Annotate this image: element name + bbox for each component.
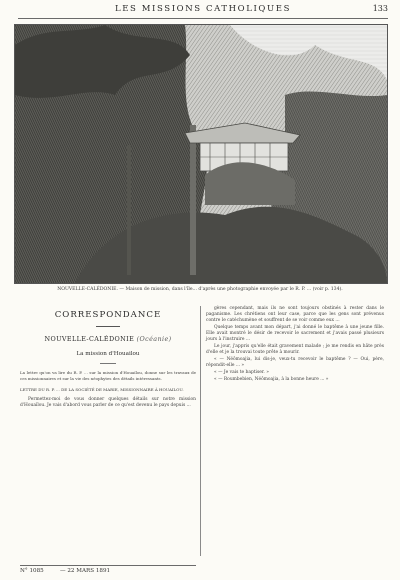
paragraph: gères cependant, mais ils ne sont toujours obstinés à rester dans le paganisme. Les chrétiens ont leur case, parce que les gens sont prévenus contre le catéchumène et souffrent de se voir comme eux ... (206, 306, 384, 323)
illustration-caption: NOUVELLE-CALÉDONIE. — Maison de mission, dans l'île... d'après une photographie envoyée par le R. P. ... (voir p. 134). (57, 287, 343, 292)
intro-paragraph: La lettre qu'on va lire du R. P. ... sur la mission d'Houaïlou, donne sur les travaux de ces missionnaires et sur la vie des néophytes des détails intéressants. (20, 370, 196, 381)
paragraph: Quelque temps avant mon départ, j'ai donné le baptême à une jeune fille. Elle avait montré le désir de recevoir le sacrement et j'avais passé plusieurs jours à l'instruire ... (206, 325, 384, 342)
divider (96, 326, 120, 327)
page-number: 133 (372, 4, 388, 13)
paragraph: Permettez-moi de vous donner quelques détails sur notre mission d'Houaïlou. Je vais d'abord vous parler de ce qu'est devenu le pays depuis ... (20, 396, 196, 408)
right-column (206, 306, 384, 384)
engraving-illustration (14, 24, 388, 284)
running-header (18, 4, 388, 19)
dialogue-line: « — Néômoajia, lui dis-je, veux-tu recevoir le baptême ? — Oui, père, répondit-elle ... » (206, 357, 384, 368)
dialogue-line: « — Roumbebien, Néômoajia, à la bonne heure ... » (214, 377, 329, 382)
issue-date: — 22 MARS 1891 (60, 568, 111, 574)
location-heading (20, 335, 196, 343)
issue-footer (20, 568, 196, 578)
location-note: (Océanie) (136, 335, 172, 343)
column-rule (200, 306, 201, 556)
footer-rule (20, 565, 196, 566)
dialogue-line: « — Je vais te baptiser. » (214, 370, 269, 375)
issue-number: N° 1085 (20, 568, 44, 574)
letter-heading: LETTRE DU R. P. ... DE LA SOCIÉTÉ DE MARIE, MISSIONNAIRE À HOUAILOU. (20, 387, 184, 393)
mission-heading: La mission d'Houailou (76, 351, 140, 357)
section-title: CORRESPONDANCE (54, 310, 162, 320)
paragraph: Le jour, j'appris qu'elle était gravement malade ; je me rendis en hâte près d'elle et je la trouvai toute prête à mourir. (206, 344, 384, 355)
location-name: NOUVELLE-CALÉDONIE (44, 335, 135, 343)
divider (100, 363, 116, 364)
right-column-text (206, 306, 384, 383)
left-column (20, 306, 196, 410)
letter-body (20, 397, 196, 409)
jungle-house-engraving (15, 25, 387, 283)
header-title: LES MISSIONS CATHOLIQUES (114, 4, 291, 14)
